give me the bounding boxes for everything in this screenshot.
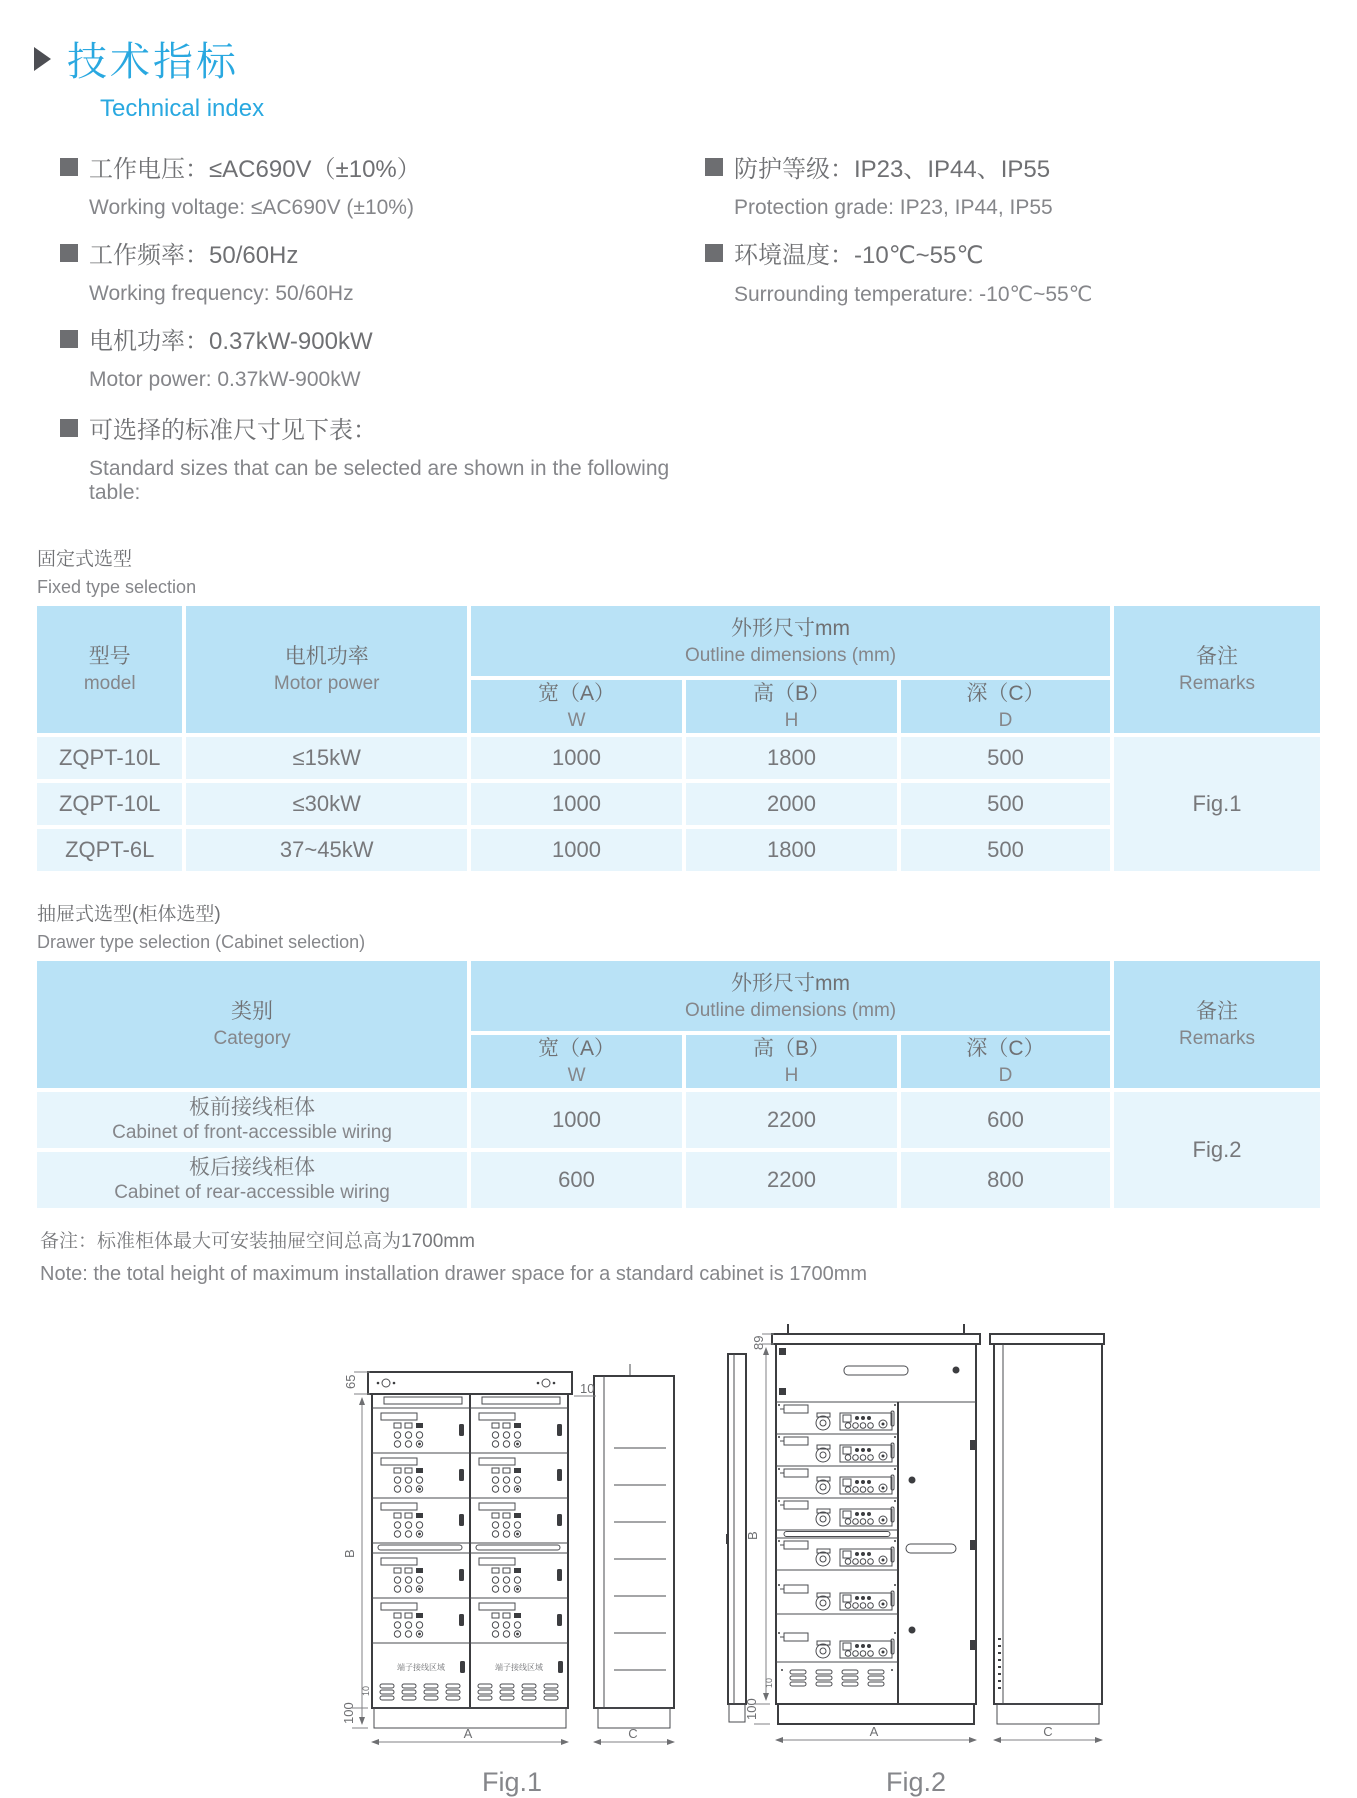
col-header-outline-dimensions: 外形尺寸mm Outline dimensions (mm) xyxy=(471,606,1110,676)
spec-working-frequency xyxy=(60,235,705,306)
spec-en-text: Standard sizes that can be selected are shown in the following table: xyxy=(89,457,670,504)
dim-label-A: A xyxy=(463,1726,473,1741)
spec-zh-text: 可选择的标准尺寸见下表： xyxy=(89,417,377,444)
dim-label-A: A xyxy=(869,1724,879,1739)
col-header-remarks: 备注 Remarks xyxy=(1114,606,1320,733)
dim-label-65: 65 xyxy=(343,1374,358,1389)
spec-en-text: Working voltage: ≤AC690V (±10%) xyxy=(89,196,414,219)
cell-width: 1000 xyxy=(471,783,682,825)
cell-width: 1000 xyxy=(471,829,682,871)
cell-height: 2000 xyxy=(686,783,897,825)
cell-width: 1000 xyxy=(471,1092,682,1148)
fig2-right-side-view xyxy=(990,1334,1104,1724)
spec-zh-text: 工作电压：≤AC690V（±10%） xyxy=(89,156,421,183)
cell-power: 37~45kW xyxy=(186,829,467,871)
dim-label-C: C xyxy=(628,1726,638,1741)
spec-en-text: Protection grade: IP23, IP44, IP55 xyxy=(734,196,1053,219)
square-bullet-icon xyxy=(60,330,78,348)
figures-row xyxy=(342,1290,1357,1798)
cell-category: 板前接线柜体 Cabinet of front-accessible wiring xyxy=(37,1092,467,1148)
cell-height: 2200 xyxy=(686,1152,897,1208)
cell-depth: 600 xyxy=(901,1092,1110,1148)
dim-label-10-bottom: 10 xyxy=(361,1685,371,1696)
spec-zh-text: 工作频率：50/60Hz xyxy=(89,242,299,269)
page-header xyxy=(0,0,1357,123)
spec-zh-text: 环境温度：-10℃~55℃ xyxy=(734,242,984,269)
section-label-en: Drawer type selection (Cabinet selection) xyxy=(37,932,366,952)
fig2-front-view xyxy=(772,1324,980,1724)
fig2-left-side-view xyxy=(726,1354,746,1722)
col-header-remarks: 备注 Remarks xyxy=(1114,961,1320,1088)
square-bullet-icon xyxy=(60,158,78,176)
footnote-en: Note: the total height of maximum installation drawer space for a standard cabinet is 1700mm xyxy=(40,1263,868,1285)
fig1-caption: Fig.1 xyxy=(481,1767,543,1797)
square-bullet-icon xyxy=(705,244,723,262)
spec-motor-power xyxy=(60,321,705,392)
fig1-drawing xyxy=(342,1358,682,1756)
spec-surrounding-temperature xyxy=(705,235,1357,307)
col-header-depth: 深（C） D xyxy=(901,680,1110,733)
cell-remark: Fig.1 xyxy=(1114,737,1320,871)
cell-height: 1800 xyxy=(686,737,897,779)
spec-zh-text: 防护等级：IP23、IP44、IP55 xyxy=(734,156,1051,183)
square-bullet-icon xyxy=(60,419,78,437)
spec-protection-grade xyxy=(705,149,1357,220)
spec-table-intro xyxy=(60,410,705,505)
cell-remark: Fig.2 xyxy=(1114,1092,1320,1208)
fixed-type-table xyxy=(33,602,1324,875)
drawer-table-section-label xyxy=(37,899,1357,953)
dim-label-B: B xyxy=(745,1531,760,1540)
square-bullet-icon xyxy=(60,244,78,262)
cell-depth: 800 xyxy=(901,1152,1110,1208)
spec-en-text: Surrounding temperature: -10℃~55℃ xyxy=(734,283,1093,306)
dim-label-100: 100 xyxy=(744,1698,759,1720)
dim-label-10-top: 10 xyxy=(580,1381,595,1396)
footnote xyxy=(40,1226,1357,1286)
col-header-motor-power: 电机功率 Motor power xyxy=(186,606,467,733)
spec-list xyxy=(60,149,1357,520)
section-label-zh: 固定式选型 xyxy=(37,549,133,570)
dim-label-B: B xyxy=(342,1549,357,1558)
cell-power: ≤30kW xyxy=(186,783,467,825)
col-header-depth: 深（C） D xyxy=(901,1035,1110,1088)
dim-label-C: C xyxy=(1043,1724,1053,1739)
spec-en-text: Motor power: 0.37kW-900kW xyxy=(89,368,361,391)
fig1-front-view xyxy=(368,1372,572,1728)
cell-model: ZQPT-6L xyxy=(37,829,182,871)
section-label-en: Fixed type selection xyxy=(37,577,197,597)
col-header-category: 类别 Category xyxy=(37,961,467,1088)
section-label-zh: 抽屉式选型(柜体选型) xyxy=(37,904,221,925)
col-header-height: 高（B） H xyxy=(686,680,897,733)
footnote-zh: 备注：标准柜体最大可安装抽屉空间总高为1700mm xyxy=(40,1231,475,1252)
cell-depth: 500 xyxy=(901,829,1110,871)
col-header-outline-dimensions: 外形尺寸mm Outline dimensions (mm) xyxy=(471,961,1110,1031)
terminal-area-label: 端子接线区域 xyxy=(397,1663,445,1672)
cell-model: ZQPT-10L xyxy=(37,783,182,825)
dim-label-10-bottom: 10 xyxy=(764,1677,774,1688)
page-subtitle: Technical index xyxy=(100,95,265,122)
col-header-width: 宽（A） W xyxy=(471,680,682,733)
cell-width: 600 xyxy=(471,1152,682,1208)
fig2-caption: Fig.2 xyxy=(885,1767,947,1797)
spec-working-voltage xyxy=(60,149,705,220)
table-row xyxy=(37,1092,1320,1148)
col-header-width: 宽（A） W xyxy=(471,1035,682,1088)
cell-depth: 500 xyxy=(901,783,1110,825)
title-arrow-icon xyxy=(34,47,51,71)
col-header-model: 型号 model xyxy=(37,606,182,733)
cell-power: ≤15kW xyxy=(186,737,467,779)
drawer-type-table xyxy=(33,957,1324,1212)
spec-en-text: Working frequency: 50/60Hz xyxy=(89,282,354,305)
table-row xyxy=(37,737,1320,779)
page-title: 技术指标 xyxy=(67,40,239,84)
fig1-side-view xyxy=(594,1364,674,1728)
spec-zh-text: 电机功率：0.37kW-900kW xyxy=(89,328,373,355)
col-header-height: 高（B） H xyxy=(686,1035,897,1088)
cell-height: 2200 xyxy=(686,1092,897,1148)
cell-model: ZQPT-10L xyxy=(37,737,182,779)
fig2-drawing xyxy=(726,1290,1106,1756)
cell-depth: 500 xyxy=(901,737,1110,779)
terminal-area-label: 端子接线区域 xyxy=(495,1663,543,1672)
cell-height: 1800 xyxy=(686,829,897,871)
figure-2 xyxy=(726,1290,1106,1798)
dim-label-89: 89 xyxy=(751,1335,766,1350)
square-bullet-icon xyxy=(705,158,723,176)
fixed-table-section-label xyxy=(37,544,1357,598)
dim-label-100: 100 xyxy=(341,1702,356,1724)
figure-1 xyxy=(342,1358,682,1798)
cell-width: 1000 xyxy=(471,737,682,779)
cell-category: 板后接线柜体 Cabinet of rear-accessible wiring xyxy=(37,1152,467,1208)
